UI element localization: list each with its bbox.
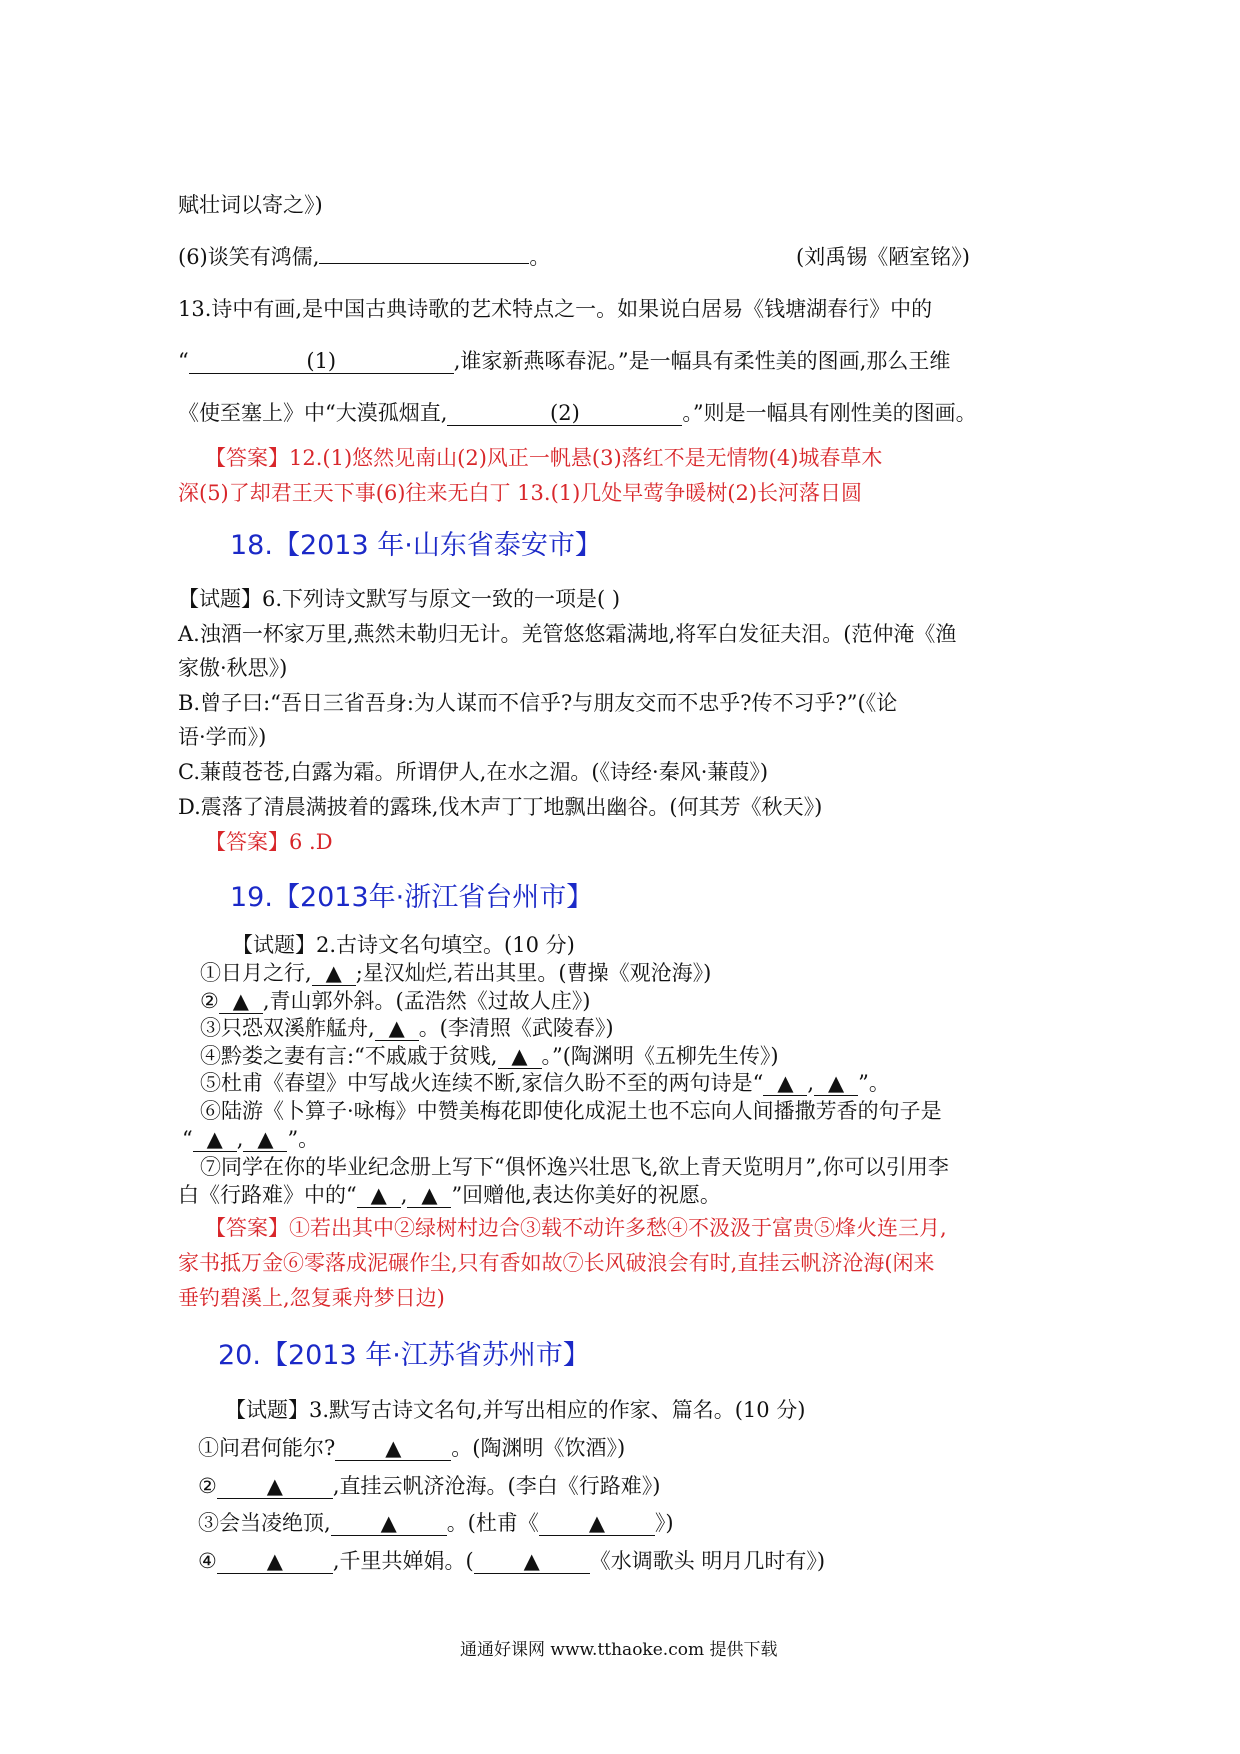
s19-item6-line1: [200, 1096, 942, 1126]
s19-item7-blank2: ▲: [407, 1183, 451, 1208]
s19-item2: [200, 986, 590, 1016]
section19-answer-text2: 家书抵万金⑥零落成泥碾作尘,只有香如故⑦长风破浪会有时,直挂云帆济沧海(闲来: [178, 1251, 935, 1275]
page-footer: [460, 1638, 777, 1662]
s19-item5-mid: ,: [807, 1071, 815, 1095]
s19-item6-mid: ,: [236, 1127, 244, 1151]
s20-item1-suffix: 。(陶渊明《饮酒》): [451, 1436, 626, 1460]
s19-item1: [200, 958, 711, 988]
continuation-text: 赋壮词以寄之》): [178, 193, 323, 217]
s19-item2-blank: ▲: [219, 989, 263, 1014]
s19-item4: [200, 1041, 779, 1071]
section18-answer-text: 【答案】6 .D: [205, 830, 333, 854]
q13-blank1: (1): [189, 349, 454, 374]
q6-blank: [319, 263, 529, 264]
s19-item4-blank: ▲: [498, 1044, 542, 1069]
s19-item7-suffix: ”回赠他,表达你美好的祝愿。: [451, 1183, 721, 1207]
s20-item3-blank2: ▲: [539, 1511, 655, 1536]
section19-answer-line1: [205, 1213, 947, 1243]
s19-item7-blank1: ▲: [357, 1183, 401, 1208]
section20-question-text: 【试题】3.默写古诗文名句,并写出相应的作家、篇名。(10 分): [225, 1398, 806, 1422]
s20-item4: [198, 1546, 825, 1576]
q13-quote-open: “: [178, 349, 189, 373]
section18-answer: [205, 827, 333, 857]
s19-item7-prefix: 白《行路难》中的“: [178, 1183, 357, 1207]
s19-item7-line1: [200, 1152, 949, 1182]
footer-text: 通通好课网 www.tthaoke.com 提供下载: [460, 1640, 778, 1660]
section19-question-text: 【试题】2.古诗文名句填空。(10 分): [232, 933, 575, 957]
answer-12-13-line1: [205, 443, 882, 473]
s20-item3: [198, 1508, 674, 1538]
section20-question: [225, 1395, 806, 1425]
option-a-text2: 家傲·秋思》): [178, 656, 288, 680]
s20-item4-mid: ,千里共婵娟。(: [332, 1549, 474, 1573]
s19-item1-suffix: ;星汉灿烂,若出其里。(曹操《观沧海》): [355, 961, 712, 985]
s20-item4-blank2: ▲: [474, 1549, 590, 1574]
option-c-line: [178, 757, 768, 787]
s19-item3: [200, 1013, 614, 1043]
section19-heading: [230, 880, 593, 916]
s19-item6-text1: ⑥陆游《卜算子·咏梅》中赞美梅花即使化成泥土也不忘向人间播撒芳香的句子是: [200, 1099, 942, 1123]
s19-item1-blank: ▲: [312, 961, 356, 986]
q13-text1: 13.诗中有画,是中国古典诗歌的艺术特点之一。如果说白居易《钱塘湖春行》中的: [178, 297, 933, 321]
s20-item2-suffix: ,直挂云帆济沧海。(李白《行路难》): [332, 1474, 661, 1498]
q6-source-text: (刘禹锡《陋室铭》): [796, 245, 970, 269]
section19-answer-text3: 垂钓碧溪上,忽复乘舟梦日边): [178, 1286, 445, 1310]
s19-item7-text1: ⑦同学在你的毕业纪念册上写下“俱怀逸兴壮思飞,欲上青天览明月”,你可以引用李: [200, 1155, 949, 1179]
s19-item7-mid: ,: [400, 1183, 408, 1207]
s19-item2-prefix: ②: [200, 989, 219, 1013]
continuation-line: [178, 190, 323, 220]
q6-source: [796, 242, 970, 272]
q6-suffix: 。: [529, 245, 551, 269]
answer-12-13-text2: 深(5)了却君王天下事(6)往来无白丁 13.(1)几处早莺争暖树(2)长河落日圆: [178, 481, 863, 505]
q6-prefix: (6)谈笑有鸿儒,: [178, 245, 320, 269]
option-d-text: D.震落了清晨满披着的露珠,伐木声丁丁地飘出幽谷。(何其芳《秋天》): [178, 795, 823, 819]
s19-item5-suffix: ”。: [858, 1071, 890, 1095]
s19-item3-prefix: ③只恐双溪舴艋舟,: [200, 1016, 375, 1040]
option-a-line1: [178, 619, 956, 649]
section18-heading-text: 18.【2013 年·山东省泰安市】: [230, 530, 602, 561]
s19-item5-prefix: ⑤杜甫《春望》中写战火连续不断,家信久盼不至的两句诗是“: [200, 1071, 764, 1095]
s19-item5: [200, 1068, 890, 1098]
s20-item1: [198, 1433, 625, 1463]
option-b-text1: B.曾子曰:“吾日三省吾身:为人谋而不信乎?与朋友交而不忠乎?传不习乎?”(《论: [178, 691, 898, 715]
q13-line3: [178, 398, 977, 428]
s19-item6-prefix: “: [182, 1127, 193, 1151]
section18-question-text: 【试题】6.下列诗文默写与原文一致的一项是( ): [178, 587, 621, 611]
answer-12-13-line2: [178, 478, 862, 508]
option-a-line2: [178, 653, 287, 683]
section20-heading: [218, 1338, 590, 1374]
s19-item5-blank1: ▲: [763, 1071, 807, 1096]
s19-item6-blank1: ▲: [193, 1127, 237, 1152]
s20-item4-prefix: ④: [198, 1549, 217, 1573]
q13-text3a: 《使至塞上》中“大漠孤烟直,: [178, 401, 448, 425]
s20-item2-prefix: ②: [198, 1474, 217, 1498]
s19-item3-blank: ▲: [375, 1016, 419, 1041]
s19-item7-line2: [178, 1180, 721, 1210]
option-b-text2: 语·学而》): [178, 725, 267, 749]
section20-heading-text: 20.【2013 年·江苏省苏州市】: [218, 1340, 590, 1371]
option-c-text: C.蒹葭苍苍,白露为霜。所谓伊人,在水之湄。(《诗经·秦风·蒹葭》): [178, 760, 769, 784]
s19-item1-prefix: ①日月之行,: [200, 961, 312, 985]
s19-item6-blank2: ▲: [243, 1127, 287, 1152]
section19-answer-line2: [178, 1248, 935, 1278]
s20-item1-prefix: ①问君何能尔?: [198, 1436, 336, 1460]
s19-item2-suffix: ,青山郭外斜。(孟浩然《过故人庄》): [262, 989, 591, 1013]
option-b-line1: [178, 688, 897, 718]
s19-item4-suffix: 。”(陶渊明《五柳先生传》): [541, 1044, 779, 1068]
s20-item2-blank: ▲: [217, 1474, 333, 1499]
q13-blank2: (2): [447, 401, 682, 426]
s20-item4-blank1: ▲: [217, 1549, 333, 1574]
s19-item5-blank2: ▲: [814, 1071, 858, 1096]
s20-item3-blank1: ▲: [331, 1511, 447, 1536]
s19-item6-line2: [182, 1124, 319, 1154]
s19-item4-prefix: ④黔娄之妻有言:“不戚戚于贫贱,: [200, 1044, 498, 1068]
q13-line1: [178, 294, 932, 324]
q6-line: [178, 242, 550, 272]
s20-item3-suffix: 》): [654, 1511, 674, 1535]
s20-item1-blank: ▲: [335, 1436, 451, 1461]
q13-line2: [178, 346, 950, 376]
section18-question: [178, 584, 620, 614]
s20-item4-suffix: 《水调歌头 明月几时有》): [589, 1549, 826, 1573]
section19-answer-line3: [178, 1283, 445, 1313]
option-a-text1: A.浊酒一杯家万里,燕然未勒归无计。羌管悠悠霜满地,将军白发征夫泪。(范仲淹《渔: [178, 622, 957, 646]
section18-heading: [230, 528, 602, 564]
section19-question: [232, 930, 575, 960]
option-b-line2: [178, 722, 266, 752]
s19-item6-suffix: ”。: [287, 1127, 320, 1151]
s19-item3-suffix: 。(李清照《武陵春》): [418, 1016, 614, 1040]
s20-item2: [198, 1471, 660, 1501]
answer-12-13-text1: 【答案】12.(1)悠然见南山(2)风正一帆悬(3)落红不是无情物(4)城春草木: [205, 446, 883, 470]
s20-item3-mid: 。(杜甫《: [446, 1511, 539, 1535]
option-d-line: [178, 792, 822, 822]
section19-answer-text1: 【答案】①若出其中②绿树村边合③载不动许多愁④不汲汲于富贵⑤烽火连三月,: [205, 1216, 947, 1240]
s20-item3-prefix: ③会当凌绝顶,: [198, 1511, 331, 1535]
section19-heading-text: 19.【2013年·浙江省台州市】: [230, 882, 594, 913]
q13-text2: ,谁家新燕啄春泥。”是一幅具有柔性美的图画,那么王维: [453, 349, 951, 373]
q13-text3b: 。”则是一幅具有刚性美的图画。: [682, 401, 977, 425]
